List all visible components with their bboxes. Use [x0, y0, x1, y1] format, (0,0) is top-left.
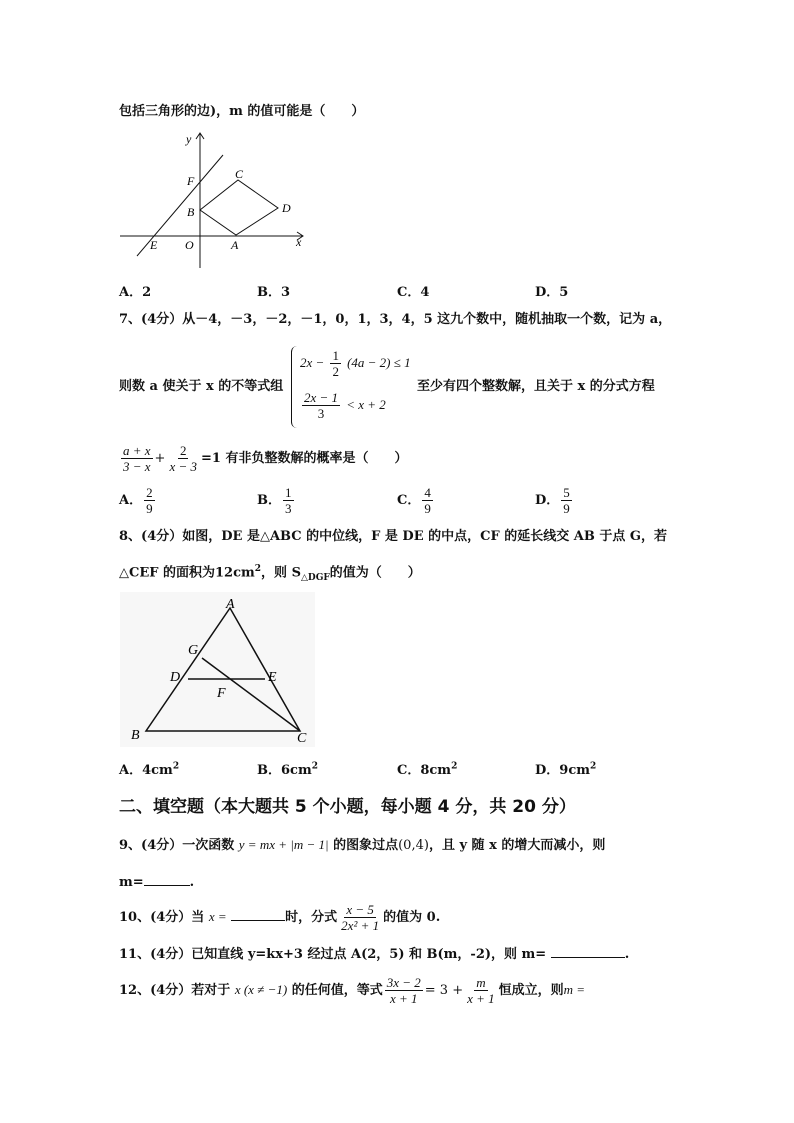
label-c: C: [297, 731, 307, 746]
q6-option-c[interactable]: C．4: [397, 285, 430, 300]
q7-option-b-den: 3: [285, 501, 292, 516]
q7-option-b-fraction: [283, 485, 294, 516]
label-y: y: [186, 132, 192, 146]
q7-ineq1-fraction: [330, 348, 341, 379]
q11-end: .: [624, 947, 630, 962]
q7-option-d-den: 9: [563, 501, 570, 516]
q10-fraction: [339, 902, 381, 933]
q7-option-d-letter: D．: [535, 493, 560, 508]
label-x: x: [296, 235, 302, 249]
q12-frac1-num: 3x − 2: [386, 975, 421, 990]
q7-option-a-letter: A．: [119, 493, 143, 508]
q7-ineq2-den: 3: [317, 406, 325, 421]
q7-eq-plus: +: [154, 451, 166, 466]
q6-coordinate-figure: [115, 128, 315, 268]
q10-answer-blank[interactable]: [231, 920, 285, 921]
q8-line2-a: △CEF 的面积为12cm: [119, 565, 255, 581]
q8-option-c-sup: 2: [451, 761, 458, 772]
q7-inequality-2: [300, 390, 386, 421]
q7-option-c-num: 4: [424, 485, 431, 500]
q12-frac2-num: m: [476, 975, 486, 990]
q7-eq-frac2-den: x − 3: [169, 459, 197, 474]
label-e: E: [268, 670, 277, 685]
q9-line1: [119, 836, 605, 855]
q9-suffix: ，且 y 随 x 的增大而减小，则: [428, 838, 606, 853]
q6-option-d[interactable]: D．5: [535, 285, 569, 300]
q7-suffix: 至少有四个整数解，且关于 x 的分式方程: [417, 379, 655, 394]
q8-line2-sup: 2: [254, 564, 262, 574]
q7-ineq2-right: < x + 2: [346, 397, 386, 412]
q11-text: 11、(4分）已知直线 y=kx+3 经过点 A(2，5) 和 B(m，-2)，则 m=: [119, 947, 547, 962]
label-d: D: [170, 670, 181, 685]
q7-equation-line: [119, 442, 407, 476]
q8-option-a-sup: 2: [172, 761, 180, 772]
q9-formula: y = mx + |m − 1|: [238, 837, 329, 852]
q12-cond: x (x ≠ −1): [234, 982, 288, 997]
label-d: D: [282, 201, 291, 215]
q12-prefix: 12、(4分）若对于: [119, 983, 231, 998]
q8-option-b[interactable]: [257, 759, 318, 778]
q8-line2-sub: △DGF: [300, 572, 330, 583]
q8-line2-c: 的值为（ ）: [329, 565, 421, 581]
q9-mid: 的图象过点: [333, 838, 399, 853]
q7-option-b[interactable]: [257, 485, 296, 516]
q8-option-b-label: B．6cm: [257, 763, 312, 778]
label-a: A: [226, 597, 235, 612]
q7-ineq1-right: (4a − 2) ≤ 1: [347, 355, 411, 370]
q10-prefix: 10、(4分）当: [119, 910, 205, 925]
q7-ineq1-den: 2: [332, 364, 339, 379]
q6-option-b[interactable]: B．3: [257, 285, 291, 300]
q10-var: x =: [208, 909, 227, 924]
q8-option-d[interactable]: [535, 759, 596, 778]
label-b: B: [187, 205, 195, 219]
q7-ineq2-fraction: [302, 390, 340, 421]
q12-suffix: 恒成立，则: [498, 983, 564, 998]
q6-option-a[interactable]: A．2: [119, 285, 152, 300]
q8-option-a[interactable]: [119, 759, 179, 778]
label-g: G: [188, 643, 199, 658]
q7-option-c-den: 9: [424, 501, 431, 516]
q8-line2-b: ，则 S: [261, 565, 301, 581]
section-2-title: 二、填空题（本大题共 5 个小题，每小题 4 分，共 20 分）: [119, 797, 576, 817]
q9-answer-prefix: m=: [119, 875, 144, 890]
q8-line1: 8、(4分）如图，DE 是△ABC 的中位线，F 是 DE 的中点，CF 的延长线交 AB 于点 G，若: [119, 529, 667, 544]
q7-option-d[interactable]: [535, 485, 574, 516]
q7-option-a-den: 9: [146, 501, 153, 516]
q7-ineq2-num: 2x − 1: [304, 390, 339, 405]
label-f: F: [187, 174, 195, 188]
q7-eq-fraction-1: [121, 443, 153, 474]
q7-option-b-letter: B．: [257, 493, 281, 508]
q12-frac2-den: x + 1: [467, 991, 495, 1006]
q8-option-d-label: D．9cm: [535, 763, 590, 778]
label-f: F: [217, 686, 226, 701]
q12-line: [119, 973, 585, 1008]
label-o: O: [185, 238, 194, 252]
q9-point: (0,4): [398, 838, 429, 853]
q7-option-d-num: 5: [563, 485, 570, 500]
label-e: E: [150, 238, 158, 252]
q7-prefix: 则数 a 使关于 x 的不等式组: [119, 379, 284, 394]
label-a: A: [231, 238, 239, 252]
q8-line2: [119, 560, 421, 587]
label-b: B: [131, 728, 140, 743]
q9-line2: [119, 874, 194, 892]
q12-fraction-1: [385, 975, 423, 1006]
q7-inequality-1: [300, 348, 411, 379]
q7-option-a[interactable]: [119, 485, 157, 516]
q7-eq-frac1-den: 3 − x: [123, 459, 151, 474]
q7-eq-fraction-2: [167, 443, 199, 474]
q10-frac-den: 2x² + 1: [341, 918, 380, 933]
q8-option-b-sup: 2: [311, 761, 318, 772]
q7-option-c[interactable]: [397, 485, 435, 516]
q10-line: [119, 900, 440, 935]
q7-system-brace: [291, 346, 300, 428]
q12-eq: = 3 +: [424, 983, 464, 998]
q8-option-c[interactable]: [397, 759, 457, 778]
q10-frac-num: x − 5: [346, 902, 374, 917]
q7-option-a-fraction: [144, 485, 155, 516]
q10-suffix: 的值为 0.: [383, 910, 441, 925]
q11-line: [119, 946, 629, 964]
q7-line1: 7、(4分）从－4，－3，－2，－1，0，1，3，4，5 这九个数中，随机抽取一个数，记为 a，: [119, 312, 672, 327]
q9-prefix: 9、(4分）一次函数: [119, 838, 235, 853]
q12-fraction-2: [465, 975, 497, 1006]
q7-eq-tail: =1 有非负整数解的概率是（ ）: [201, 451, 408, 466]
q7-option-c-letter: C．: [397, 493, 421, 508]
q7-ineq1-left: 2x −: [300, 355, 325, 370]
q9-answer-end: .: [189, 875, 195, 890]
q8-triangle-figure: [120, 592, 315, 747]
q6-stem-tail: 包括三角形的边)，m 的值可能是（ ）: [119, 104, 365, 119]
q7-eq-frac2-num: 2: [179, 443, 187, 458]
q7-option-d-fraction: [561, 485, 572, 516]
q8-option-d-sup: 2: [590, 761, 597, 772]
q12-mid: 的任何值，等式: [291, 983, 383, 998]
q8-option-a-label: A．4cm: [119, 763, 173, 778]
q7-option-b-num: 1: [285, 485, 292, 500]
q7-option-c-fraction: [422, 485, 433, 516]
q7-eq-frac1-num: a + x: [123, 443, 151, 458]
q12-tail: m =: [563, 982, 586, 997]
q11-answer-blank[interactable]: [551, 957, 625, 958]
q8-option-c-label: C．8cm: [397, 763, 452, 778]
q7-ineq1-num: 1: [332, 348, 339, 363]
label-c: C: [235, 167, 244, 181]
q10-mid: 时，分式: [285, 910, 338, 925]
q7-option-a-num: 2: [146, 485, 153, 500]
q9-answer-blank[interactable]: [144, 885, 190, 886]
quadrilateral-abcd: [200, 180, 278, 235]
q12-frac1-den: x + 1: [389, 991, 418, 1006]
